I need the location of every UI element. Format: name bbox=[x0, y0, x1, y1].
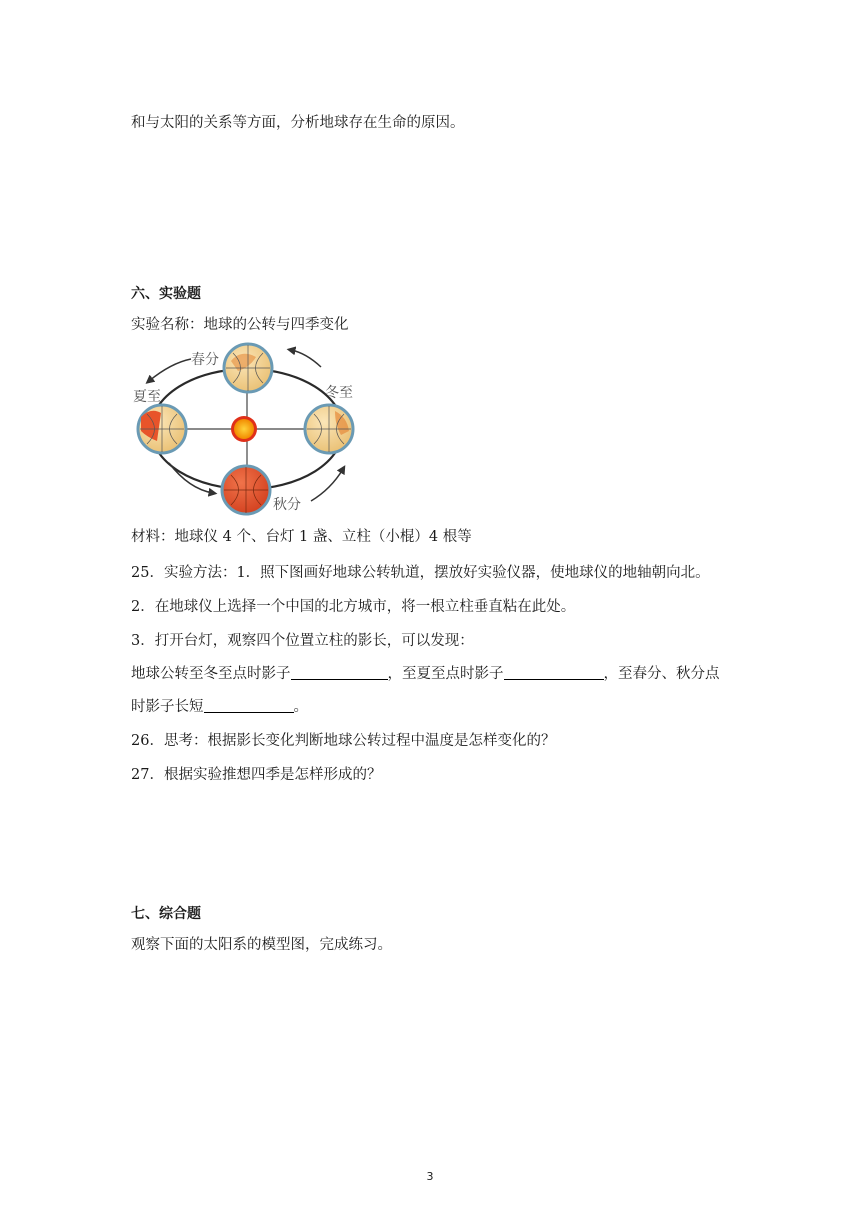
blank-equinox[interactable] bbox=[204, 698, 294, 713]
q25-fill-line2 bbox=[131, 697, 308, 717]
earth-revolution-diagram bbox=[131, 341, 363, 518]
label-summer: 夏至 bbox=[133, 389, 161, 405]
blank-winter[interactable] bbox=[291, 665, 388, 680]
globe-spring-icon bbox=[224, 344, 272, 392]
experiment-name: 实验名称：地球的公转与四季变化 bbox=[131, 317, 349, 333]
q25-fill-c: ，至春分、秋分点 bbox=[603, 666, 720, 682]
label-spring: 春分 bbox=[191, 352, 219, 368]
top-text: 和与太阳的关系等方面，分析地球存在生命的原因。 bbox=[131, 115, 465, 131]
blank-summer[interactable] bbox=[504, 665, 604, 680]
q25-fill-b: ，至夏至点时影子 bbox=[387, 666, 504, 682]
globe-winter-icon bbox=[305, 405, 353, 453]
q25-line2: 2．在地球仪上选择一个中国的北方城市，将一根立柱垂直粘在此处。 bbox=[131, 599, 576, 615]
q26: 26．思考：根据影长变化判断地球公转过程中温度是怎样变化的？ bbox=[131, 733, 556, 749]
section7-heading: 七、综合题 bbox=[131, 906, 201, 922]
sun-icon bbox=[231, 416, 257, 442]
q25-fill-d: 时影子长短 bbox=[131, 699, 204, 715]
q27: 27．根据实验推想四季是怎样形成的？ bbox=[131, 767, 382, 783]
q25-line3: 3．打开台灯，观察四个位置立柱的影长，可以发现： bbox=[131, 633, 474, 649]
q25-fill-e: 。 bbox=[293, 699, 308, 715]
section7-intro: 观察下面的太阳系的模型图，完成练习。 bbox=[131, 937, 392, 953]
page-number: 3 bbox=[426, 1170, 434, 1183]
globe-summer-icon bbox=[138, 405, 186, 453]
label-autumn: 秋分 bbox=[273, 497, 301, 513]
label-winter: 冬至 bbox=[325, 385, 353, 401]
section6-heading: 六、实验题 bbox=[131, 286, 201, 302]
q25-fill-a: 地球公转至冬至点时影子 bbox=[131, 666, 291, 682]
q25-line1: 25．实验方法：1．照下图画好地球公转轨道，摆放好实验仪器，使地球仪的地轴朝向北。 bbox=[131, 565, 710, 581]
materials: 材料：地球仪 4 个、台灯 1 盏、立柱（小棍）4 根等 bbox=[131, 529, 472, 545]
globe-autumn-icon bbox=[222, 466, 270, 514]
q25-fill-line bbox=[131, 664, 720, 684]
